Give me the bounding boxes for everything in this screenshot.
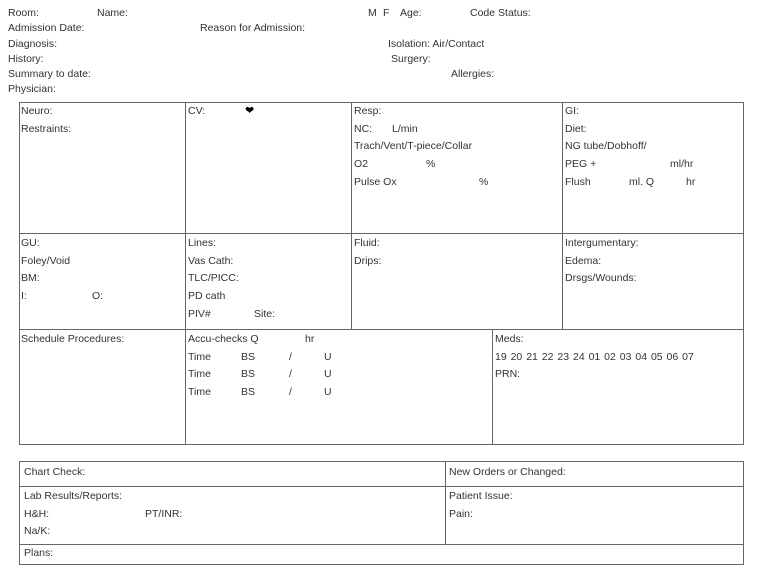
accu-row xyxy=(188,366,488,384)
neuro-section[interactable] xyxy=(21,103,181,138)
flush-hr-label: hr xyxy=(686,175,696,188)
diet-label: Diet: xyxy=(565,122,587,135)
time-label: Time xyxy=(188,386,211,399)
units-label: U xyxy=(324,368,332,381)
flush-ml-label: ml. Q xyxy=(629,175,655,188)
room-label: Room: xyxy=(8,7,39,19)
surgery-label: Surgery: xyxy=(391,53,431,65)
edema-label: Edema: xyxy=(565,254,602,267)
divider xyxy=(185,102,186,445)
patient-issue-section[interactable] xyxy=(449,488,739,523)
drips-label: Drips: xyxy=(354,254,382,267)
lab-results-section[interactable] xyxy=(24,488,439,541)
history-label: History: xyxy=(8,53,44,65)
isolation-label: Isolation: Air/Contact xyxy=(388,38,485,50)
foley-label: Foley/Void xyxy=(21,254,71,267)
divider xyxy=(562,102,563,330)
sex-f-option[interactable]: F xyxy=(383,7,390,19)
peg-unit: ml/hr xyxy=(670,158,694,171)
vas-cath-label: Vas Cath: xyxy=(188,254,234,267)
gu-section[interactable] xyxy=(21,235,181,306)
patient-issue-label: Patient Issue: xyxy=(449,490,513,502)
code-status-label: Code Status: xyxy=(470,7,531,19)
cv-label: CV: xyxy=(188,105,206,117)
wounds-label: Drsgs/Wounds: xyxy=(565,272,637,285)
integumentary-label: Intergumentary: xyxy=(565,237,639,249)
heart-icon: ❤ xyxy=(245,105,255,117)
accu-row xyxy=(188,384,488,402)
prn-label: PRN: xyxy=(495,368,521,381)
accu-row xyxy=(188,349,488,367)
summary-label: Summary to date: xyxy=(8,68,91,80)
tlc-picc-label: TLC/PICC: xyxy=(188,272,239,285)
lab-results-label: Lab Results/Reports: xyxy=(24,490,123,502)
nc-unit: L/min xyxy=(392,122,418,135)
divider xyxy=(19,486,744,487)
na-k-label: Na/K: xyxy=(24,525,51,538)
allergies-label: Allergies: xyxy=(451,68,495,80)
airway-label: Trach/Vent/T-piece/Collar xyxy=(354,140,473,153)
tube-label: NG tube/Dobhoff/ xyxy=(565,140,647,153)
bs-label: BS xyxy=(241,350,256,363)
pulse-ox-label: Pulse Ox xyxy=(354,175,397,188)
divider xyxy=(19,329,744,330)
units-label: U xyxy=(324,386,332,399)
reason-for-admission-label: Reason for Admission: xyxy=(200,22,306,34)
resp-label: Resp: xyxy=(354,105,382,117)
chart-check-label: Chart Check: xyxy=(24,466,86,478)
meds-label: Meds: xyxy=(495,333,524,345)
meds-hours: 19 20 21 22 23 24 01 02 03 04 05 06 07 xyxy=(495,350,694,363)
meds-section[interactable] xyxy=(495,331,741,384)
gi-label: GI: xyxy=(565,105,580,117)
divider xyxy=(492,329,493,445)
gi-section[interactable] xyxy=(565,103,740,191)
fluid-section[interactable] xyxy=(354,235,559,270)
gu-label: GU: xyxy=(21,237,40,249)
lines-label: Lines: xyxy=(188,237,217,249)
sex-m-option[interactable]: M xyxy=(368,7,377,19)
peg-label: PEG + xyxy=(565,158,597,171)
accu-checks-section[interactable] xyxy=(188,331,488,402)
units-label: U xyxy=(324,350,332,363)
schedule-procedures-label: Schedule Procedures: xyxy=(21,333,125,345)
lines-section[interactable] xyxy=(188,235,348,323)
flush-label: Flush xyxy=(565,175,591,188)
integumentary-section[interactable] xyxy=(565,235,740,288)
cv-section[interactable] xyxy=(188,103,348,121)
divider xyxy=(19,233,744,234)
output-label: O: xyxy=(92,290,104,303)
bs-label: BS xyxy=(241,368,256,381)
hh-label: H&H: xyxy=(24,507,50,520)
schedule-procedures-section[interactable] xyxy=(21,331,181,349)
accu-hr-label: hr xyxy=(305,333,315,345)
pulse-ox-unit: % xyxy=(479,175,489,188)
new-orders-label: New Orders or Changed: xyxy=(449,466,566,478)
nc-label: NC: xyxy=(354,122,373,135)
pt-inr-label: PT/INR: xyxy=(145,507,183,520)
intake-label: I: xyxy=(21,290,27,303)
o2-unit: % xyxy=(426,158,436,171)
slash: / xyxy=(289,368,292,381)
fluid-label: Fluid: xyxy=(354,237,380,249)
plans-label: Plans: xyxy=(24,547,54,559)
bm-label: BM: xyxy=(21,272,40,285)
time-label: Time xyxy=(188,368,211,381)
plans-section[interactable] xyxy=(24,545,739,563)
resp-section[interactable] xyxy=(354,103,559,191)
pain-label: Pain: xyxy=(449,507,473,520)
time-label: Time xyxy=(188,350,211,363)
age-label: Age: xyxy=(400,7,422,19)
accu-checks-label: Accu-checks Q xyxy=(188,333,259,345)
site-label: Site: xyxy=(254,307,276,320)
neuro-label: Neuro: xyxy=(21,105,53,117)
restraints-label: Restraints: xyxy=(21,122,72,135)
pd-cath-label: PD cath xyxy=(188,290,226,303)
slash: / xyxy=(289,350,292,363)
divider xyxy=(351,102,352,330)
bs-label: BS xyxy=(241,386,256,399)
chart-check-section[interactable] xyxy=(24,464,439,482)
diagnosis-label: Diagnosis: xyxy=(8,38,58,50)
new-orders-section[interactable] xyxy=(449,464,739,482)
piv-label: PIV# xyxy=(188,307,211,320)
slash: / xyxy=(289,386,292,399)
name-label: Name: xyxy=(97,7,128,19)
o2-label: O2 xyxy=(354,158,369,171)
physician-label: Physician: xyxy=(8,83,56,95)
divider xyxy=(445,461,446,545)
admission-date-label: Admission Date: xyxy=(8,22,85,34)
